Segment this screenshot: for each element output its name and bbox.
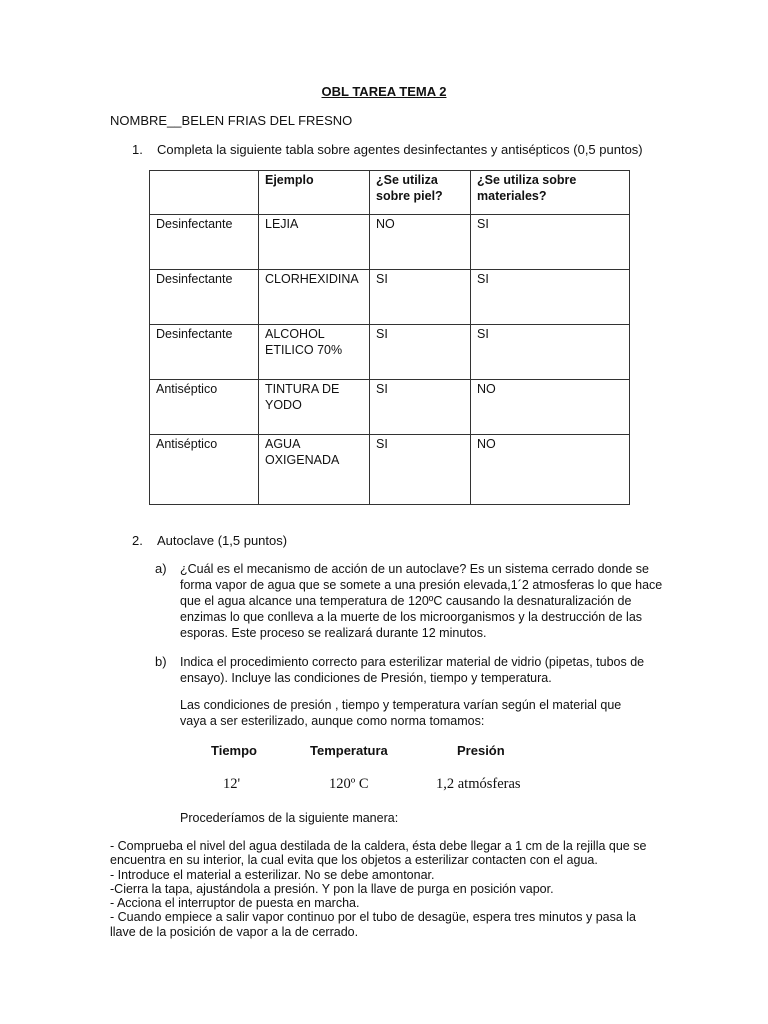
table-row [150,380,630,435]
question-1-text: Completa la siguiente tabla sobre agentes desinfectantes y antisépticos (0,5 puntos) [157,142,643,157]
subquestion-b-text: Indica el procedimiento correcto para esterilizar material de vidrio (pipetas, tubos de ensayo). Incluye las condiciones de Presión, tiempo y temperatura. [180,655,645,685]
table-header-cell: Ejemplo [259,171,370,215]
table-cell: NO [370,215,471,270]
table-header-cell: ¿Se utiliza sobre materiales? [471,171,630,215]
table-header-row [150,171,630,215]
table-row [150,435,630,505]
page-title: OBL TAREA TEMA 2 [321,84,447,99]
conditions-value-time: 12' [223,776,241,792]
table-cell: SI [370,270,471,325]
list-item: - Introduce el material a esterilizar. No se debe amontonar. [110,867,435,882]
table-row [150,325,630,380]
procedure-steps [110,839,660,939]
table-cell: Desinfectante [150,215,259,270]
conditions-header-temperature: Temperatura [310,743,388,758]
conditions-header-pressure: Presión [457,743,505,758]
table-cell: ALCOHOL ETILICO 70% [259,325,370,380]
conditions-intro: Las condiciones de presión , tiempo y temperatura varían según el material que vaya a ser esterilizado, aunque como norma tomamos: [180,698,622,728]
list-item: -Cierra la tapa, ajustándola a presión. Y pon la llave de purga en posición vapor. [110,881,554,896]
table-cell: SI [370,325,471,380]
agents-table [149,170,630,505]
procedure-intro: Procederíamos de la siguiente manera: [180,811,399,825]
list-item: - Cuando empiece a salir vapor continuo por el tubo de desagüe, espera tres minutos y pasa la llave de la posición de vapor a la de cerrado. [110,910,637,939]
table-row [150,215,630,270]
table-cell: NO [471,380,630,435]
subquestion-b-letter: b) [155,654,167,669]
conditions-value-pressure: 1,2 atmósferas [436,776,521,792]
question-2-text: Autoclave (1,5 puntos) [157,533,288,548]
table-cell: SI [370,435,471,505]
question-1-number: 1. [132,142,143,157]
student-name: NOMBRE__BELEN FRIAS DEL FRESNO [110,113,353,128]
table-row [150,270,630,325]
table-cell: AGUA OXIGENADA [259,435,370,505]
conditions-header-time: Tiempo [211,743,257,758]
table-cell: CLORHEXIDINA [259,270,370,325]
subquestion-a-text: ¿Cuál es el mecanismo de acción de un autoclave? Es un sistema cerrado donde se forma vapor de agua que se somete a una presión elevada,1´2 atmosferas lo que hace que el agua alcance una temperatura de 120ºC causando la desnaturalización de enzimas lo que conlleva a la muerte de los microorganismos y la destrucción de las esporas. Este proceso se realizará durante 12 minutos. [180,562,663,640]
table-cell: SI [370,380,471,435]
list-item: - Comprueba el nivel del agua destilada de la caldera, ésta debe llegar a 1 cm de la rejilla que se encuentra en su interior, la cual evita que los objetos a esterilizar contacten con el agua. [110,839,647,868]
table-cell: Desinfectante [150,270,259,325]
table-cell: LEJIA [259,215,370,270]
table-cell: SI [471,325,630,380]
table-header-cell [150,171,259,215]
list-item: - Acciona el interruptor de puesta en marcha. [110,896,360,911]
table-cell: Antiséptico [150,380,259,435]
table-cell: TINTURA DE YODO [259,380,370,435]
table-cell: NO [471,435,630,505]
conditions-value-temperature: 120º C [329,776,369,792]
table-cell: Desinfectante [150,325,259,380]
subquestion-a-letter: a) [155,561,167,576]
question-2-number: 2. [132,533,143,548]
table-cell: SI [471,270,630,325]
table-cell: Antiséptico [150,435,259,505]
table-header-cell: ¿Se utiliza sobre piel? [370,171,471,215]
table-cell: SI [471,215,630,270]
